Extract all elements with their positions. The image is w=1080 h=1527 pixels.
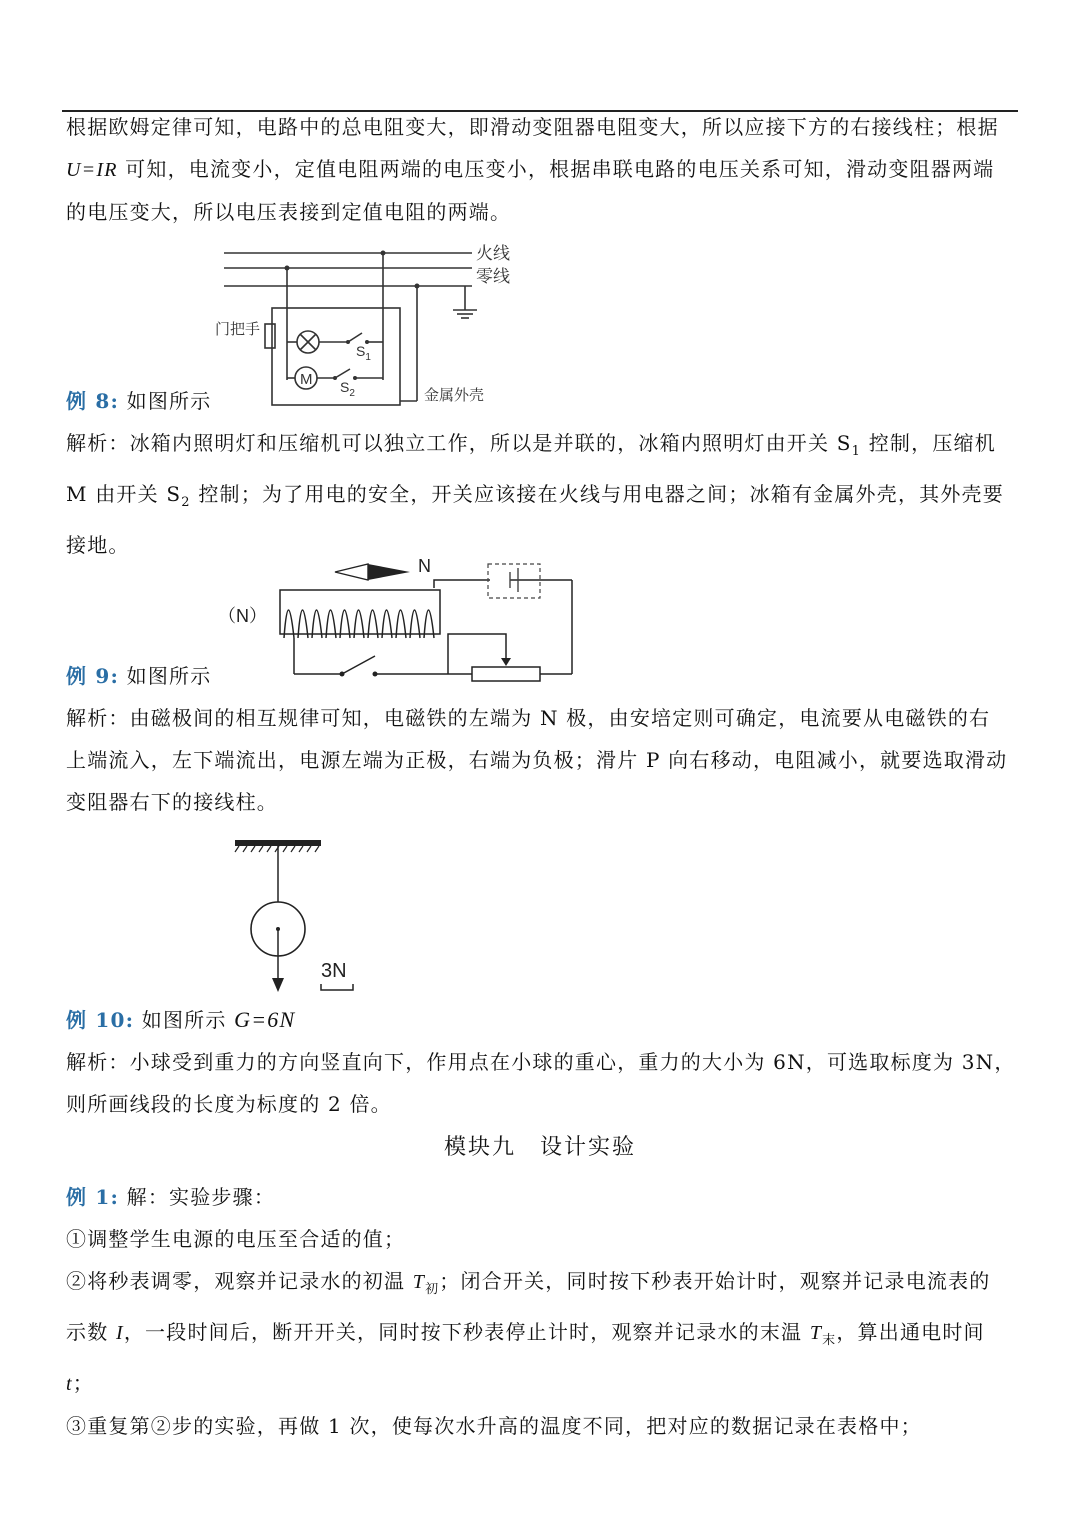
formula-uir: U=IR xyxy=(66,159,118,181)
p1-line1: 根据欧姆定律可知，电路中的总电阻变大，即滑动变阻器电阻变大，所以应接下方的右接线柱；根据 xyxy=(66,115,999,139)
fire-wire-label: 火线 xyxy=(476,244,510,263)
compass-n-label: N xyxy=(418,556,431,576)
electromagnet-left-pole-label: （N） xyxy=(218,606,267,626)
example-8-analysis: 解析：冰箱内照明灯和压缩机可以独立工作，所以是并联的，冰箱内照明灯由开关 $S_1$ 控制，压缩机 M 由开关 $S_2$ 控制；为了用电的安全，开关应该接在火线与用电器之间；冰箱有金属外壳，其外壳要 接地。 xyxy=(66,431,1004,557)
example-9-text: 如图所示 xyxy=(126,664,212,688)
step-2-line1: ②将秒表调零，观察并记录水的初温 $T_初$；闭合开关，同时按下秒表开始计时，观察并记录电流表的 xyxy=(66,1269,991,1297)
example-10-label: 例 10: xyxy=(66,1008,135,1032)
example-8-label: 例 8: xyxy=(66,389,120,413)
example-1-text: 解：实验步骤： xyxy=(126,1185,276,1209)
p1-line2: 可知，电流变小，定值电阻两端的电压变小，根据串联电路的电压关系可知，滑动变阻器两端 xyxy=(117,157,995,181)
example-9-analysis: 解析：由磁极间的相互规律可知，电磁铁的左端为 N 极，由安培定则可确定，电流要从电磁铁的右 上端流入，左下端流出，电源左端为正极，右端为负极；滑片 P 向右移动，电阻减小，就要选取滑动 变阻器右下的接线柱。 xyxy=(66,706,1008,814)
example-9-label: 例 9: xyxy=(66,664,120,688)
example-10-text: 如图所示 xyxy=(141,1008,227,1032)
module-title: 模块九 设计实验 xyxy=(443,1135,636,1160)
metal-shell-label: 金属外壳 xyxy=(424,387,485,404)
door-handle-label: 门把手 xyxy=(215,321,261,338)
scale-label: 3N xyxy=(321,960,347,982)
example-8-text: 如图所示 xyxy=(126,389,212,413)
neutral-wire-label: 零线 xyxy=(476,267,510,286)
switch-s2-label: $S_2$ xyxy=(340,379,355,399)
step-1: ①调整学生电源的电压至合适的值； xyxy=(66,1227,406,1251)
switch-s1-label: $S_1$ xyxy=(356,343,371,363)
paragraph-ohm-law xyxy=(66,106,1016,233)
example-1 xyxy=(66,1176,1016,1447)
p1-line3: 的电压变大，所以电压表接到定值电阻的两端。 xyxy=(66,200,512,224)
example-10 xyxy=(66,999,1016,1041)
step-3: ③重复第②步的实验，再做 1 次，使每次水升高的温度不同，把对应的数据记录在表格中； xyxy=(66,1414,922,1438)
example-10-analysis: 解析：小球受到重力的方向竖直向下，作用点在小球的重心，重力的大小为 6N，可选取标度为 3N， 则所画线段的长度为标度的 2 倍。 xyxy=(66,1050,1016,1116)
example-8 xyxy=(66,380,1016,422)
gravity-label: G=6N xyxy=(234,1007,296,1032)
motor-label: M xyxy=(300,371,313,388)
step-2-line2: 示数 I，一段时间后，断开开关，同时按下秒表停止计时，观察并记录水的末温 $T_末$，算出通电时间 xyxy=(66,1320,985,1348)
example-1-label: 例 1: xyxy=(66,1185,120,1209)
example-9 xyxy=(66,655,1016,697)
step-2-line3: t； xyxy=(66,1371,94,1395)
